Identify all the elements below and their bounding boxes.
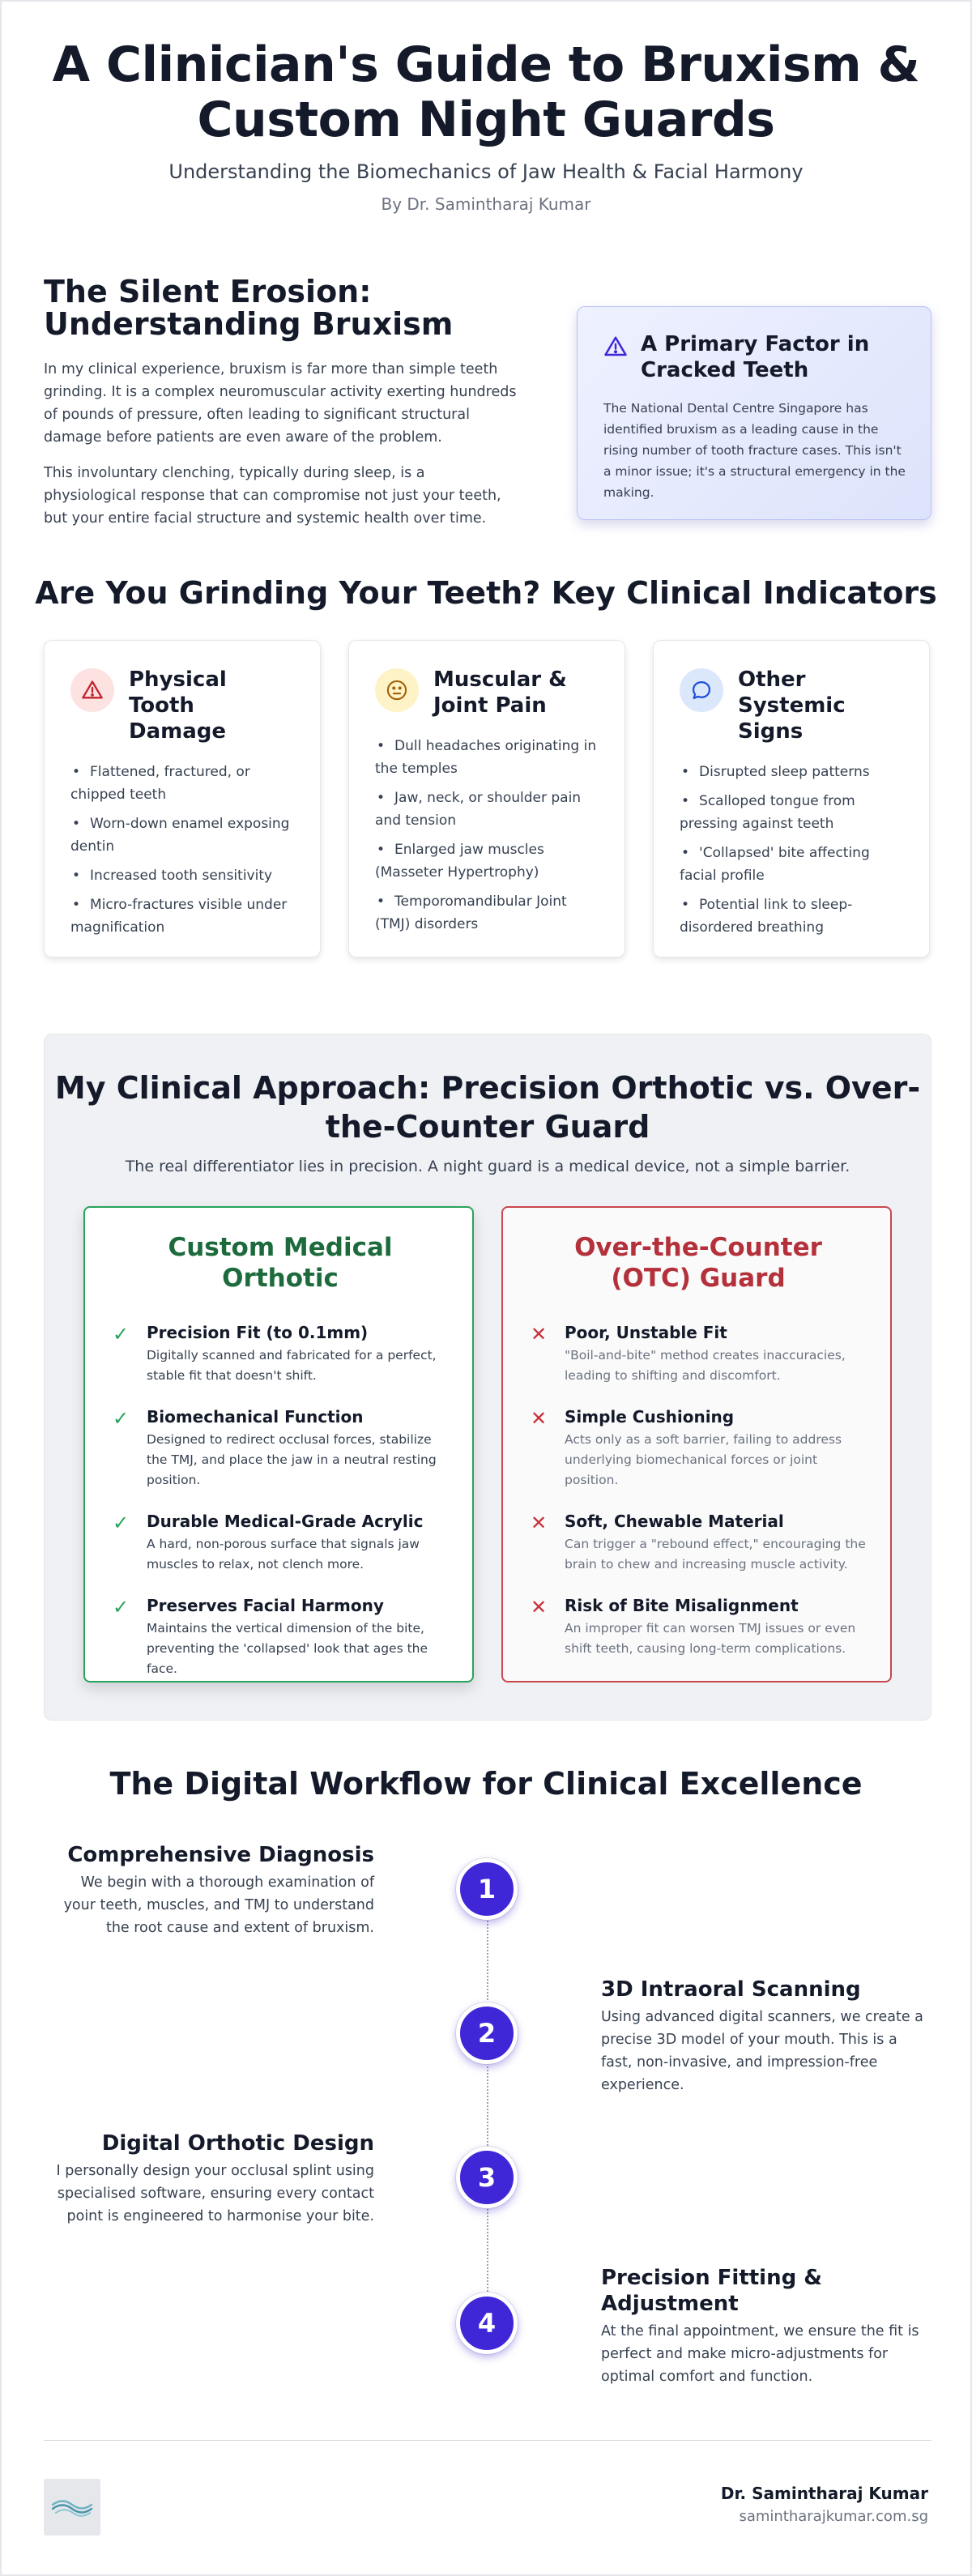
wave-logo-icon: [44, 2479, 100, 2535]
erosion-section: [2, 214, 970, 562]
comparison-item: [531, 1596, 866, 1659]
comparison-item-desc: Can trigger a "rebound effect," encouraging the brain to chew and increasing muscle activity.: [565, 1537, 866, 1572]
indicator-card-title: Muscular & Joint Pain: [433, 667, 567, 718]
cracked-teeth-callout: [577, 306, 932, 520]
comparison-item-desc: Maintains the vertical dimension of the bite, preventing the 'collapsed' look that ages the face.: [147, 1621, 428, 1676]
comparison-item-title: Poor, Unstable Fit: [565, 1323, 727, 1342]
footer-doctor-name: Dr. Samintharaj Kumar: [720, 2484, 928, 2503]
check-icon: ✓: [113, 1512, 130, 1534]
cross-icon: ✕: [531, 1323, 548, 1346]
comparison-item: [531, 1407, 866, 1491]
indicator-list: [375, 735, 600, 936]
comparison-item: [113, 1596, 448, 1679]
approach-heading: My Clinical Approach: Precision Orthotic vs. Over-the-Counter Guard: [54, 1070, 921, 1145]
otc-guard-title: Over-the-Counter (OTC) Guard: [574, 1233, 822, 1293]
header: [2, 2, 970, 214]
timeline-connector: [487, 1889, 488, 2327]
comparison-item-desc: Designed to redirect occlusal forces, stabilize the TMJ, and place the jaw in a neutral resting position.: [147, 1432, 437, 1487]
indicator-card-systemic-signs: [653, 640, 930, 957]
check-icon: ✓: [113, 1596, 130, 1619]
workflow-step: [50, 2130, 374, 2228]
list-item: • Scalloped tongue from pressing against teeth: [680, 790, 905, 835]
comparison-item-desc: A hard, non-porous surface that signals jaw muscles to relax, not clench more.: [147, 1537, 420, 1572]
comparison-item-desc: "Boil-and-bite" method creates inaccuracies, leading to shifting and discomfort.: [565, 1348, 846, 1383]
comparison-item: [113, 1407, 448, 1491]
step-description: At the final appointment, we ensure the fit is perfect and make micro-adjustments for optimal comfort and function.: [601, 2323, 919, 2385]
list-item: • Jaw, neck, or shoulder pain and tension: [375, 787, 600, 832]
comparison-item: [531, 1323, 866, 1386]
erosion-heading: The Silent Erosion: Understanding Bruxism: [44, 274, 454, 342]
list-item: • Increased tooth sensitivity: [70, 864, 296, 887]
cross-icon: ✕: [531, 1596, 548, 1619]
page-subtitle: Understanding the Biomechanics of Jaw Health & Facial Harmony: [168, 160, 804, 183]
indicator-list: [70, 761, 296, 939]
check-icon: ✓: [113, 1323, 130, 1346]
list-item: • 'Collapsed' bite affecting facial profile: [680, 842, 905, 887]
comparison-item-desc: Digitally scanned and fabricated for a perfect, stable fit that doesn't shift.: [147, 1348, 437, 1383]
erosion-text-block: [44, 275, 522, 530]
otc-guard-card: [501, 1206, 892, 1683]
footer-website-link[interactable]: samintharajkumar.com.sg: [739, 2508, 928, 2525]
workflow-step: [601, 2265, 925, 2388]
step-number-badge: 4: [456, 2292, 518, 2354]
workflow-step: [50, 1842, 374, 1939]
step-title: 3D Intraoral Scanning: [601, 1977, 861, 2002]
indicator-card-title: Physical Tooth Damage: [129, 667, 227, 744]
custom-orthotic-title: Custom Medical Orthotic: [168, 1233, 393, 1293]
warning-triangle-icon: [603, 335, 629, 360]
list-item: • Potential link to sleep-disordered breathing: [680, 893, 905, 939]
comparison-item-desc: Acts only as a soft barrier, failing to address underlying biomechanical forces or joint position.: [565, 1432, 842, 1487]
page-title: A Clinician's Guide to Bruxism & Custom Night Guards: [52, 36, 920, 148]
comparison-item-title: Durable Medical-Grade Acrylic: [147, 1512, 424, 1531]
callout-text: The National Dental Centre Singapore has identified bruxism as a leading cause in the rising number of tooth fracture cases. This isn't a minor issue; it's a structural emergency in the making.: [603, 401, 906, 500]
list-item: • Enlarged jaw muscles (Masseter Hypertrophy): [375, 838, 600, 884]
comparison-item-title: Soft, Chewable Material: [565, 1512, 784, 1531]
comparison-item: [531, 1512, 866, 1575]
comparison-item-title: Precision Fit (to 0.1mm): [147, 1323, 369, 1342]
custom-orthotic-card: [83, 1206, 474, 1683]
approach-subtitle: The real differentiator lies in precision. A night guard is a medical device, not a simple barrier.: [125, 1158, 850, 1175]
cross-icon: ✕: [531, 1512, 548, 1534]
step-number-badge: 2: [456, 2002, 518, 2064]
footer-divider: [44, 2440, 932, 2441]
indicators-heading: Are You Grinding Your Teeth? Key Clinical Indicators: [35, 575, 937, 611]
list-item: • Micro-fractures visible under magnification: [70, 893, 296, 939]
step-number-badge: 3: [456, 2147, 518, 2208]
check-icon: ✓: [113, 1407, 130, 1430]
callout-title: A Primary Factor in Cracked Teeth: [641, 332, 870, 382]
erosion-paragraph: In my clinical experience, bruxism is far more than simple teeth grinding. It is a complex neuromuscular activity exerting hundreds of pounds of pressure, often leading to significant structural damage before patients are even aware of the problem.: [44, 361, 517, 446]
step-number-badge: 1: [456, 1858, 518, 1920]
step-description: Using advanced digital scanners, we create a precise 3D model of your mouth. This is a fast, non-invasive, and impression-free experience.: [601, 2009, 923, 2093]
indicator-card-title: Other Systemic Signs: [738, 667, 846, 744]
erosion-paragraph: This involuntary clenching, typically during sleep, is a physiological response that can compromise not just your teeth, but your entire facial structure and systemic health over time.: [44, 465, 501, 527]
list-item: • Flattened, fractured, or chipped teeth: [70, 761, 296, 806]
list-item: • Worn-down enamel exposing dentin: [70, 812, 296, 858]
list-item: • Temporomandibular Joint (TMJ) disorders: [375, 890, 600, 936]
list-item: • Dull headaches originating in the temples: [375, 735, 600, 780]
cross-icon: ✕: [531, 1407, 548, 1430]
indicators-section: [2, 562, 970, 1016]
author-byline: By Dr. Samintharaj Kumar: [381, 194, 591, 214]
list-item: • Disrupted sleep patterns: [680, 761, 905, 783]
indicator-card-muscular-pain: [348, 640, 625, 957]
comparison-item-title: Preserves Facial Harmony: [147, 1596, 384, 1615]
workflow-heading: The Digital Workflow for Clinical Excellence: [109, 1766, 863, 1802]
speech-bubble-icon: [680, 668, 723, 712]
step-title: Precision Fitting & Adjustment: [601, 2266, 822, 2316]
indicator-card-tooth-damage: [44, 640, 321, 957]
comparison-item-title: Biomechanical Function: [147, 1407, 364, 1427]
comparison-item: [113, 1512, 448, 1575]
neutral-face-icon: [375, 668, 419, 712]
indicator-list: [680, 761, 905, 939]
step-title: Comprehensive Diagnosis: [67, 1843, 374, 1867]
approach-section: [44, 1034, 932, 1721]
step-description: We begin with a thorough examination of your teeth, muscles, and TMJ to understand the root cause and extent of bruxism.: [63, 1874, 374, 1936]
comparison-item-title: Simple Cushioning: [565, 1407, 735, 1427]
comparison-item-title: Risk of Bite Misalignment: [565, 1596, 799, 1615]
workflow-step: [601, 1977, 925, 2096]
step-description: I personally design your occlusal splint using specialised software, ensuring every contact point is engineered to harmonise your bite.: [56, 2163, 374, 2224]
comparison-item-desc: An improper fit can worsen TMJ issues or even shift teeth, causing long-term complications.: [565, 1621, 856, 1656]
comparison-item: [113, 1323, 448, 1386]
step-title: Digital Orthotic Design: [101, 2131, 374, 2156]
warning-triangle-icon: [70, 668, 114, 712]
